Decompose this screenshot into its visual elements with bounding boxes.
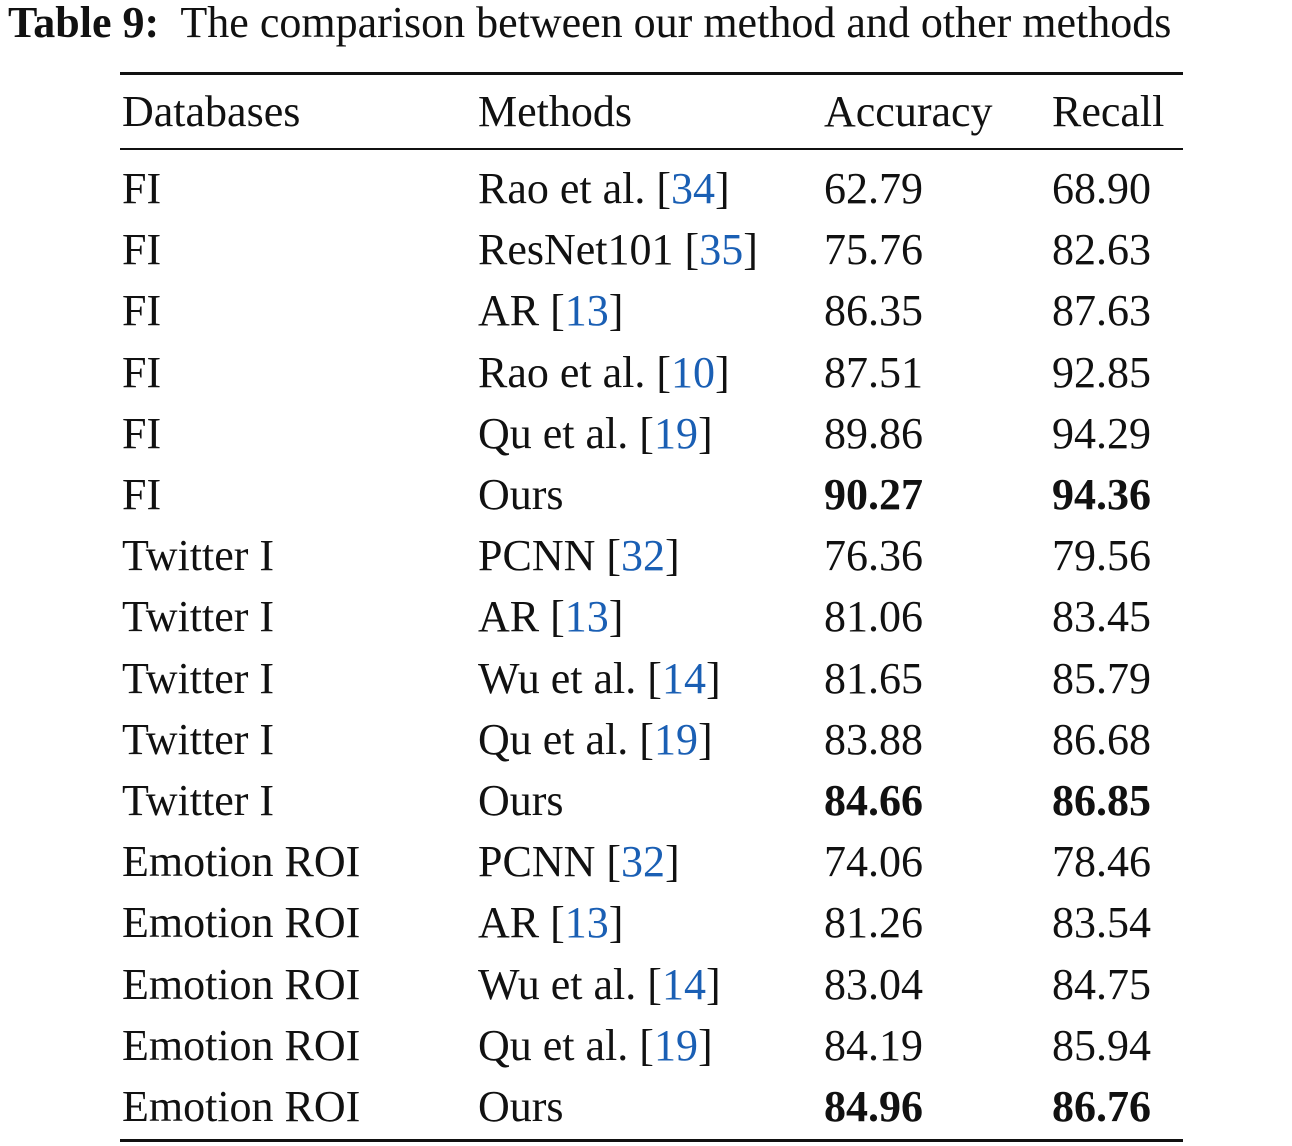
table-header-rule	[120, 148, 1183, 150]
cell-method	[478, 464, 564, 525]
table-caption	[8, 0, 1171, 46]
cell-method: AR [13]	[478, 592, 624, 642]
table-row	[0, 342, 1292, 403]
cell-database: Emotion ROI	[122, 1082, 361, 1131]
table-bottom-rule	[120, 1139, 1183, 1142]
cell-database: Twitter I	[122, 776, 275, 825]
table-row	[0, 403, 1292, 464]
cell-recall: 85.94	[1052, 1020, 1151, 1070]
cell-method: AR [13]	[478, 286, 624, 336]
cell-database: Emotion ROI	[122, 837, 361, 887]
table-row	[0, 1076, 1292, 1137]
method-name: Qu et al.	[478, 1020, 629, 1070]
cell-method: PCNN [32]	[478, 837, 680, 887]
method-name: Wu et al.	[478, 959, 637, 1009]
cell-method: Rao et al. [10]	[478, 347, 730, 397]
citation-link[interactable]: 14	[661, 959, 706, 1009]
cell-recall: 87.63	[1052, 286, 1151, 336]
method-name: Wu et al.	[478, 653, 637, 703]
method-name: AR	[478, 592, 540, 642]
cell-database: Emotion ROI	[122, 1020, 361, 1070]
cell-recall: 68.90	[1052, 164, 1151, 213]
cell-method: AR [13]	[478, 898, 624, 948]
citation-link[interactable]: 32	[621, 531, 666, 581]
citation-link[interactable]: 14	[661, 653, 706, 703]
cell-database: Twitter I	[122, 531, 275, 581]
cell-recall: 86.76	[1052, 1082, 1151, 1131]
cell-recall: 78.46	[1052, 837, 1151, 887]
cell-accuracy: 83.04	[824, 959, 923, 1009]
cell-accuracy: 86.35	[824, 286, 923, 336]
cell-database: FI	[122, 225, 162, 275]
cell-recall: 85.79	[1052, 653, 1151, 703]
cell-accuracy: 84.96	[824, 1082, 923, 1131]
citation-link[interactable]: 19	[653, 714, 698, 764]
citation-link[interactable]: 13	[564, 592, 609, 642]
cell-accuracy: 81.26	[824, 898, 923, 948]
cell-recall: 94.36	[1052, 470, 1151, 519]
table-row	[0, 1015, 1292, 1076]
cell-database: FI	[122, 286, 162, 336]
method-name: ResNet101	[478, 225, 674, 275]
cell-accuracy: 81.65	[824, 653, 923, 703]
cell-method: Rao et al. [34]	[478, 164, 730, 213]
cell-database: Twitter I	[122, 714, 275, 764]
cell-database: Emotion ROI	[122, 898, 361, 948]
cell-method	[478, 1076, 564, 1137]
cell-accuracy: 84.19	[824, 1020, 923, 1070]
cell-method: PCNN [32]	[478, 531, 680, 581]
cell-database: FI	[122, 408, 162, 458]
cell-database: Twitter I	[122, 592, 275, 642]
cell-accuracy: 74.06	[824, 837, 923, 887]
method-name: PCNN	[478, 837, 596, 887]
table-row	[0, 892, 1292, 953]
cell-accuracy: 87.51	[824, 347, 923, 397]
header-recall: Recall	[1052, 87, 1165, 136]
table-header-row	[0, 86, 1292, 138]
table-caption-text: The comparison between our method and other methods	[180, 0, 1172, 47]
cell-recall: 79.56	[1052, 531, 1151, 581]
cell-method: ResNet101 [35]	[478, 225, 758, 275]
cell-accuracy: 76.36	[824, 531, 923, 581]
cell-accuracy: 75.76	[824, 225, 923, 275]
cell-accuracy: 83.88	[824, 714, 923, 764]
cell-recall: 92.85	[1052, 347, 1151, 397]
header-methods: Methods	[478, 87, 632, 136]
cell-accuracy: 89.86	[824, 408, 923, 458]
cell-method	[478, 770, 564, 831]
table-row	[0, 280, 1292, 341]
cell-database: FI	[122, 164, 162, 213]
method-name: Rao et al.	[478, 347, 646, 397]
cell-recall: 83.45	[1052, 592, 1151, 642]
cell-method: Qu et al. [19]	[478, 714, 713, 764]
cell-database: Twitter I	[122, 653, 275, 703]
cell-method: Wu et al. [14]	[478, 959, 721, 1009]
citation-link[interactable]: 19	[653, 408, 698, 458]
table-row	[0, 158, 1292, 219]
cell-database: FI	[122, 470, 162, 519]
table-row	[0, 831, 1292, 892]
cell-recall: 86.85	[1052, 776, 1151, 825]
header-accuracy: Accuracy	[824, 87, 993, 136]
cell-accuracy: 84.66	[824, 776, 923, 825]
table-row	[0, 219, 1292, 280]
citation-link[interactable]: 10	[671, 347, 716, 397]
cell-accuracy: 62.79	[824, 164, 923, 213]
cell-recall: 94.29	[1052, 408, 1151, 458]
citation-link[interactable]: 34	[671, 164, 716, 213]
cell-recall: 84.75	[1052, 959, 1151, 1009]
citation-link[interactable]: 32	[621, 837, 666, 887]
table-row	[0, 770, 1292, 831]
citation-link[interactable]: 19	[653, 1020, 698, 1070]
cell-recall: 83.54	[1052, 898, 1151, 948]
method-name: Rao et al.	[478, 164, 646, 213]
table-row	[0, 648, 1292, 709]
cell-database: Emotion ROI	[122, 959, 361, 1009]
cell-accuracy: 81.06	[824, 592, 923, 642]
method-name: Qu et al.	[478, 408, 629, 458]
cell-recall: 86.68	[1052, 714, 1151, 764]
cell-method: Qu et al. [19]	[478, 1020, 713, 1070]
table-row	[0, 954, 1292, 1015]
table-row	[0, 525, 1292, 586]
cell-recall: 82.63	[1052, 225, 1151, 275]
method-name: Ours	[478, 776, 564, 825]
cell-accuracy: 90.27	[824, 470, 923, 519]
method-name: PCNN	[478, 531, 596, 581]
method-name: Qu et al.	[478, 714, 629, 764]
citation-link[interactable]: 35	[699, 225, 744, 275]
table-row	[0, 709, 1292, 770]
citation-link[interactable]: 13	[564, 286, 609, 336]
table-caption-label: Table 9:	[8, 0, 160, 47]
table-row	[0, 586, 1292, 647]
cell-method: Qu et al. [19]	[478, 408, 713, 458]
method-name: AR	[478, 898, 540, 948]
cell-method: Wu et al. [14]	[478, 653, 721, 703]
citation-link[interactable]: 13	[564, 898, 609, 948]
header-databases: Databases	[122, 87, 301, 136]
method-name: Ours	[478, 1082, 564, 1131]
method-name: Ours	[478, 470, 564, 519]
method-name: AR	[478, 286, 540, 336]
table-top-rule	[120, 72, 1183, 75]
table-row	[0, 464, 1292, 525]
cell-database: FI	[122, 347, 162, 397]
